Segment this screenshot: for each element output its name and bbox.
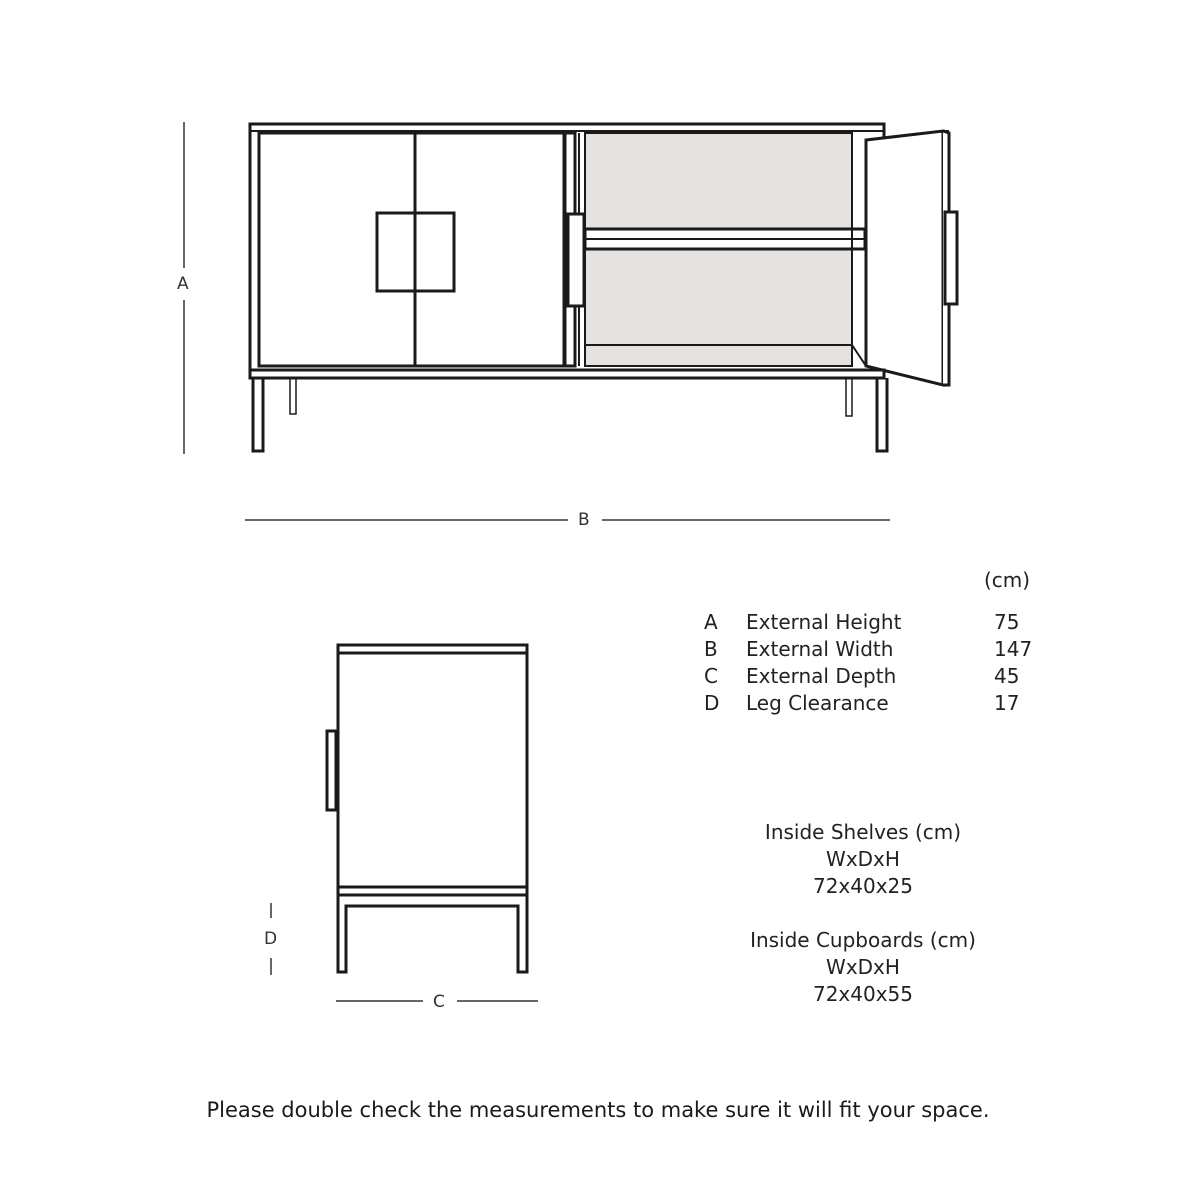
open-door [866,131,943,385]
inside-cupboards-block [720,927,1006,1008]
spec-row [704,664,1044,690]
front-view [250,124,957,451]
base-frame [250,370,884,378]
unit-heading: (cm) [984,568,1031,592]
side-view [327,645,527,972]
spec-value: 147 [994,637,1033,661]
inside-shelves-size: 72x40x25 [812,874,914,898]
spec-label: External Width [746,637,894,661]
inside-shelves-block [720,819,1006,900]
inside-shelves-format: WxDxH [826,847,900,871]
right-leg [877,378,887,451]
left-leg [253,378,263,451]
spec-key: C [704,664,718,688]
left-door-pair [259,133,564,366]
spec-value: 75 [994,610,1020,634]
inside-shelves-title: Inside Shelves (cm) [764,820,962,844]
spec-row [704,637,1044,663]
dim-d-label: D [264,929,278,949]
dim-b-label: B [578,510,590,530]
door-handle [945,212,957,304]
dim-c-label: C [433,992,445,1012]
spec-key: D [704,691,720,715]
side-front-leg [338,895,527,972]
center-handle [568,214,584,306]
spec-label: External Height [746,610,902,634]
spec-key: A [704,610,718,634]
dim-a-label: A [177,274,189,294]
back-left-leg [290,378,296,414]
side-base [338,887,527,895]
inside-cupboards-format: WxDxH [826,955,900,979]
side-body [338,653,527,887]
spec-row [704,691,1044,717]
inside-cupboards-title: Inside Cupboards (cm) [750,928,976,952]
spec-value: 45 [994,664,1020,688]
spec-label: External Depth [746,664,897,688]
back-right-leg [846,378,852,416]
measurement-disclaimer: Please double check the measurements to make sure it will fit your space. [206,1098,990,1122]
spec-label: Leg Clearance [746,691,889,715]
spec-key: B [704,637,718,661]
spec-row [704,610,1044,636]
spec-value: 17 [994,691,1020,715]
inside-cupboards-size: 72x40x55 [812,982,914,1006]
side-handle [327,731,336,810]
